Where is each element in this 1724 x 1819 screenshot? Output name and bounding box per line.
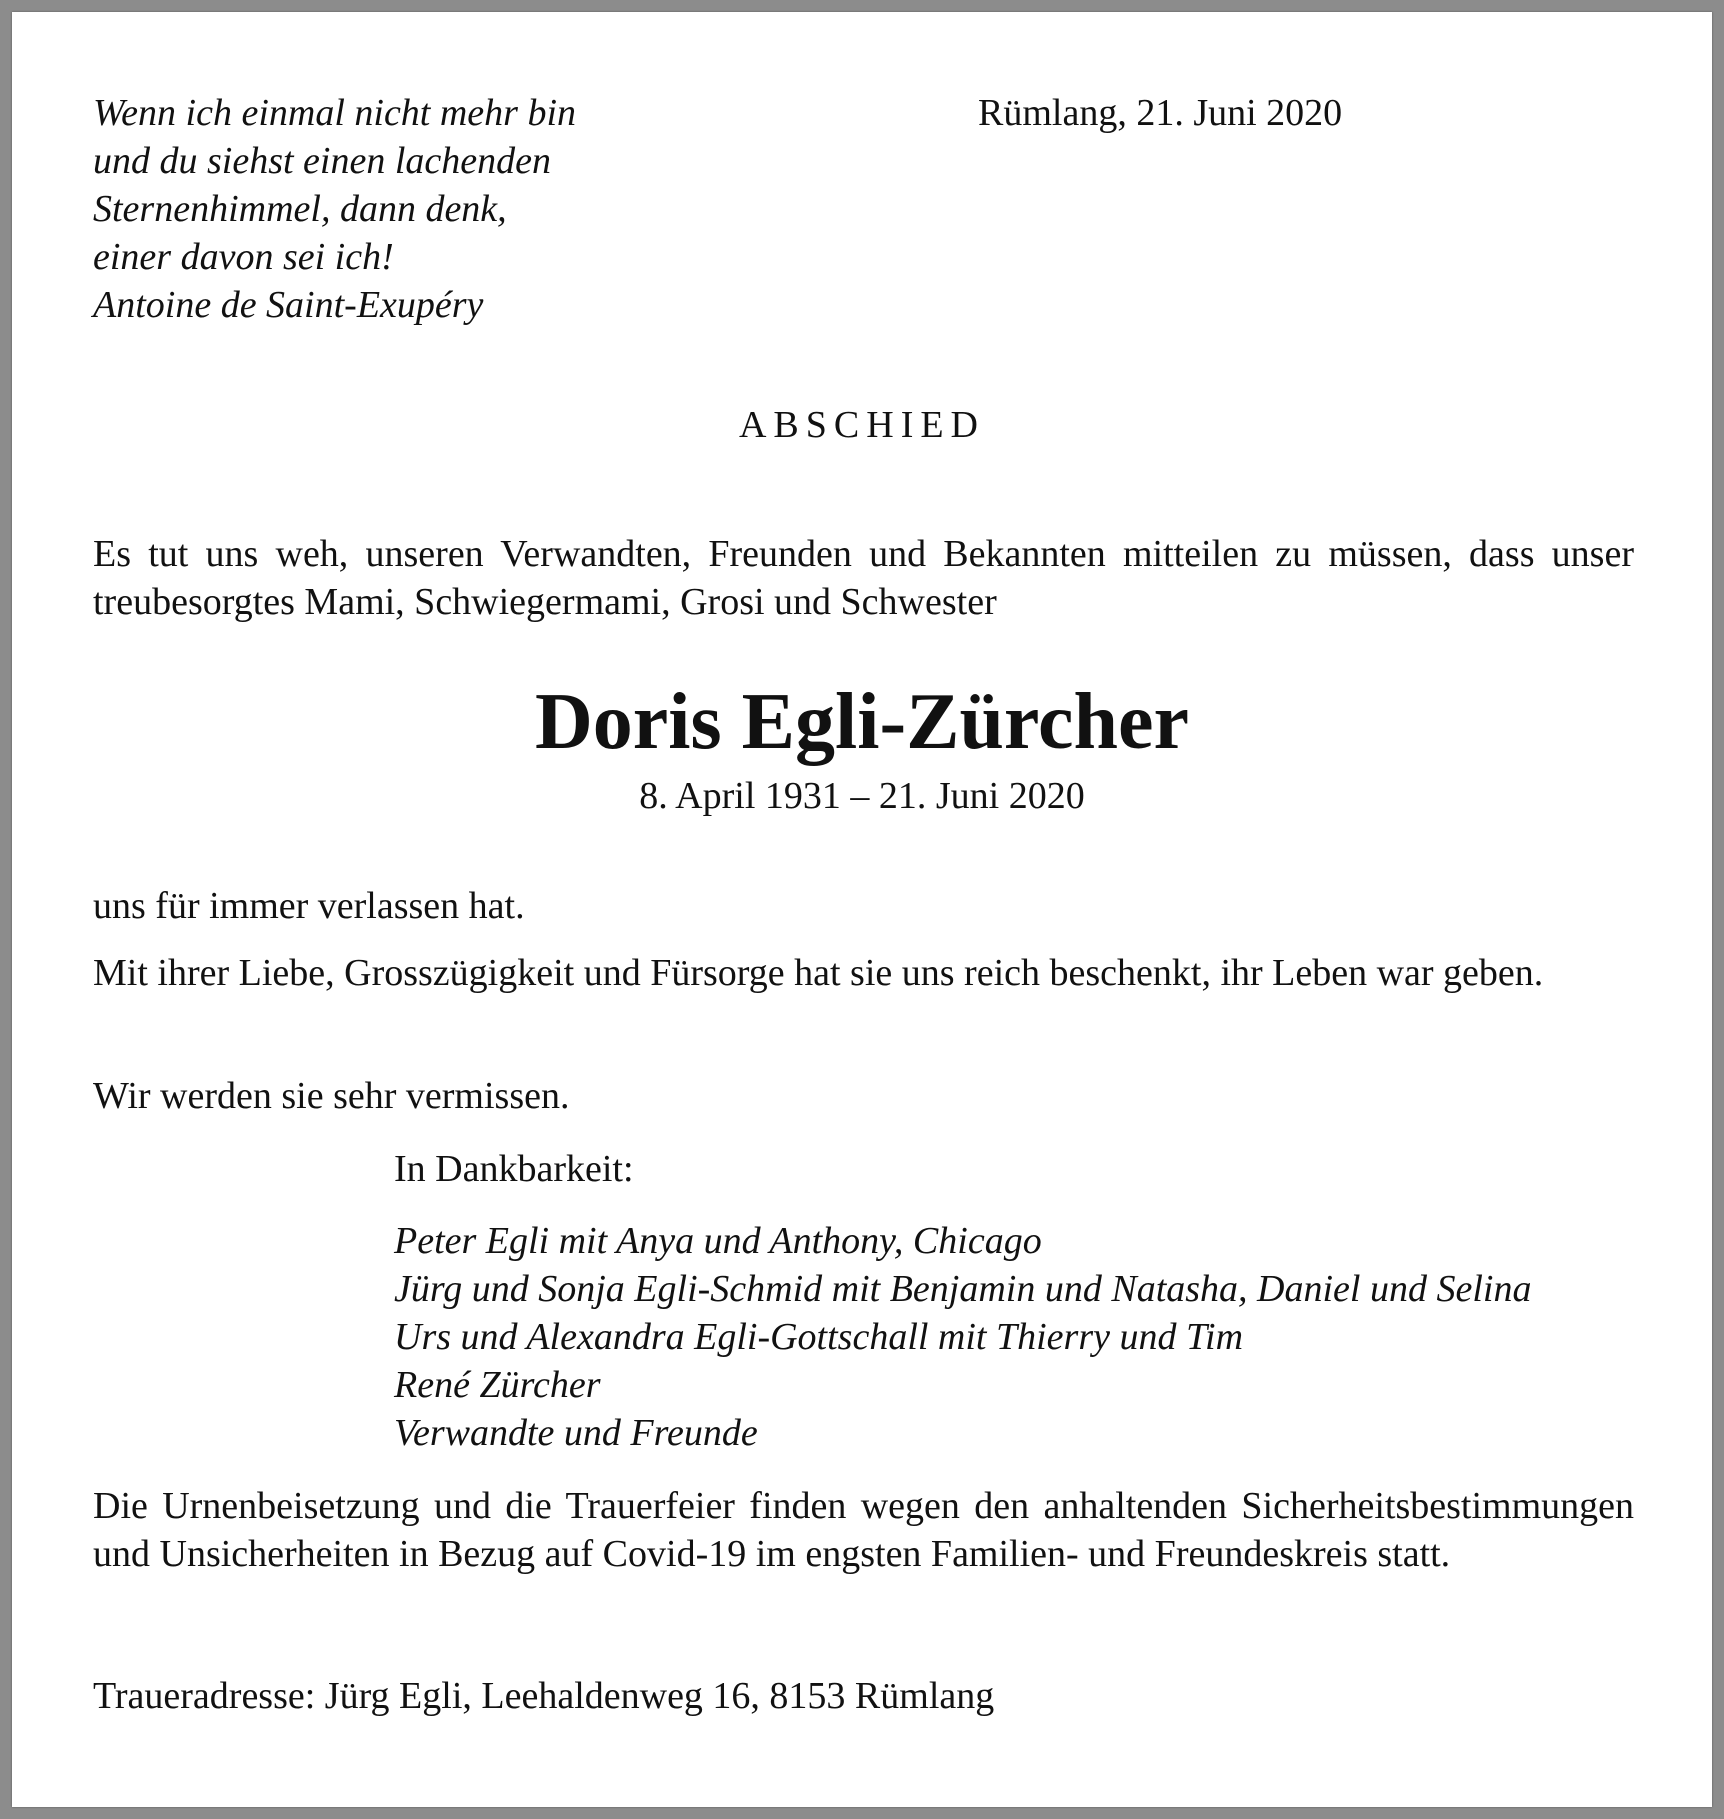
quote-line: Sternenhimmel, dann denk, [93,188,507,230]
missing-paragraph: Wir werden sie sehr vermissen. [93,1075,570,1117]
lifespan-dates: 8. April 1931 – 21. Juni 2020 [639,775,1085,817]
place-date: Rümlang, 21. Juni 2020 [978,92,1343,134]
ceremony-paragraph: Die Urnenbeisetzung und die Trauerfeier finden wegen den anhaltenden Sicherheitsbestimmungen und Unsicherheiten in Bezug auf Covid-19 im engsten Familien- und Freundeskreis statt. [93,1485,1634,1575]
quote-line: Wenn ich einmal nicht mehr bin [93,92,577,134]
obituary-page [12,12,1712,1807]
quote-line: und du siehst einen lachenden [93,140,552,182]
intro-paragraph: Es tut uns weh, unseren Verwandten, Freunden und Bekannten mitteilen zu müssen, dass unser treubesorgtes Mami, Schwiegermami, Grosi und Schwester [93,533,1634,623]
list-item: Urs und Alexandra Egli-Gottschall mit Thierry und Tim [394,1316,1244,1358]
heading: ABSCHIED [738,404,986,446]
after-name-paragraph: uns für immer verlassen hat. [93,885,525,927]
list-item: Verwandte und Freunde [394,1412,758,1454]
list-item: Jürg und Sonja Egli-Schmid mit Benjamin und Natasha, Daniel und Selina [394,1268,1532,1310]
quote-author: Antoine de Saint-Exupéry [93,284,484,326]
mourners-list [394,1217,1531,1457]
mourning-address: Traueradresse: Jürg Egli, Leehaldenweg 16, 8153 Rümlang [93,1675,995,1717]
list-item: Peter Egli mit Anya und Anthony, Chicago [394,1220,1042,1262]
tribute-paragraph: Mit ihrer Liebe, Grosszügigkeit und Fürsorge hat sie uns reich beschenkt, ihr Leben war geben. [93,952,1544,994]
deceased-name: Doris Egli-Zürcher [534,678,1190,766]
list-item: René Zürcher [394,1364,601,1406]
quote-line: einer davon sei ich! [93,236,394,278]
quote-block [93,89,576,329]
gratitude-label: In Dankbarkeit: [394,1148,634,1190]
